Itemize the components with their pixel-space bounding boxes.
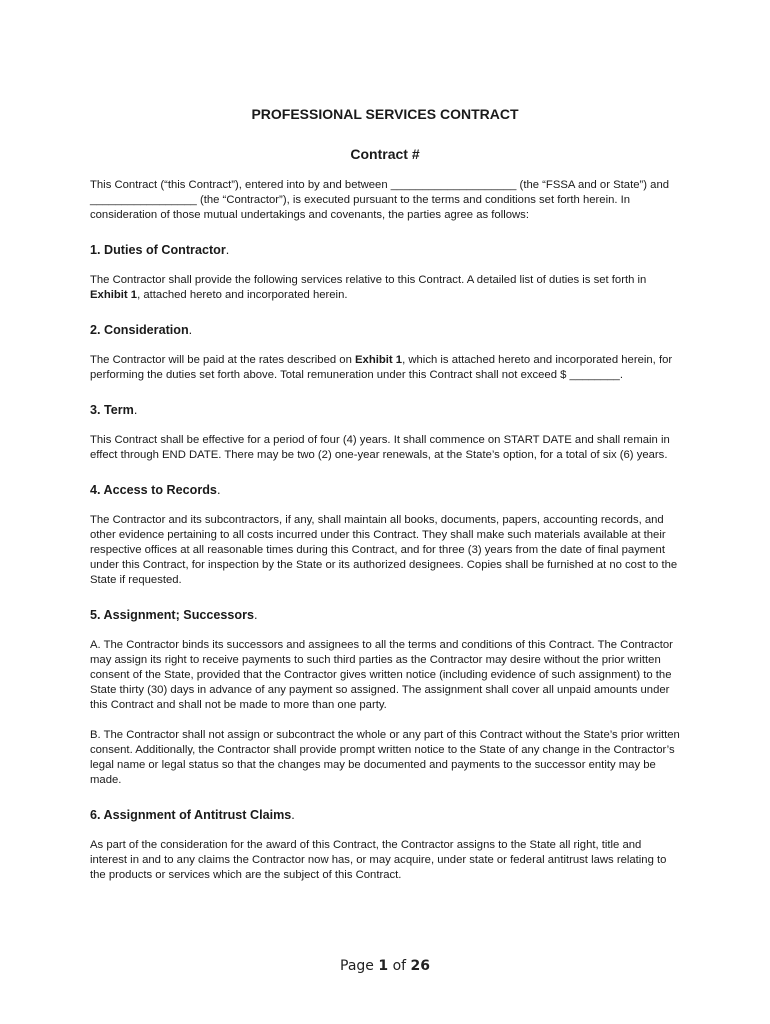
section-paragraph-assignment-a: A. The Contractor binds its successors and assignees to all the terms and conditions of this Contract. The Contractor may assign its right to receive payments to such third parties as the Contractor may desire without the prior written consent of the State, provided that the Contractor gives written notice (including evidence of such assignment) to the State thirty (30) days in advance of any payment so assigned. The assignment shall cover all unpaid amounts under this Contract and shall not be made to more than one party. [90, 639, 673, 711]
page-footer [0, 958, 770, 974]
section-paragraph-records: The Contractor and its subcontractors, if any, shall maintain all books, documents, papers, accounting records, and other evidence pertaining to all costs incurred under this Contract. They shall make such materials available at their respective offices at all reasonable times during this Contract, and for three (3) years from the date of final payment under this Contract, for inspection by the State or its authorized designees. Copies shall be furnished at no cost to the State if requested. [90, 514, 678, 586]
document-body [90, 106, 680, 883]
section-heading-duties: 1. Duties of Contractor. [90, 243, 230, 257]
section-paragraph-antitrust: As part of the consideration for the award of this Contract, the Contractor assigns to the State all right, title and interest in and to any claims the Contractor now has, or may acquire, under state or federal antitrust laws relating to the products or services which are the subject of this Contract. [90, 839, 667, 881]
section-heading-term: 3. Term. [90, 403, 138, 417]
exhibit-reference: Exhibit 1 [90, 289, 138, 301]
page-total: 26 [410, 958, 430, 974]
section-heading-consideration: 2. Consideration. [90, 323, 193, 337]
section-heading-records: 4. Access to Records. [90, 483, 221, 497]
section-paragraph-term: This Contract shall be effective for a period of four (4) years. It shall commence on START DATE and shall remain in effect through END DATE. There may be two (2) one-year renewals, at the State’s option, for a total of six (6) years. [90, 434, 670, 461]
section-paragraph-assignment-b: B. The Contractor shall not assign or subcontract the whole or any part of this Contract without the State’s prior written consent. Additionally, the Contractor shall provide prompt written notice to the State of any change in the Contractor’s legal name or legal status so that the changes may be documented and payments to the successor entity may be made. [90, 729, 680, 786]
section-heading-assignment: 5. Assignment; Successors. [90, 608, 258, 622]
section-paragraph-consideration: The Contractor will be paid at the rates described on Exhibit 1, which is attached hereto and incorporated herein, for performing the duties set forth above. Total remuneration under this Contract shall not exceed $ ________. [90, 354, 673, 381]
section-heading-antitrust: 6. Assignment of Antitrust Claims. [90, 808, 295, 822]
intro-paragraph: This Contract (“this Contract”), entered into by and between ____________________ (the “FSSA and or State”) and _________________ (the “Contractor”), is executed pursuant to the terms and conditions set forth herein. In consideration of those mutual undertakings and covenants, the parties agree as follows: [90, 179, 670, 221]
page-of-label: of [392, 958, 407, 974]
section-paragraph-duties: The Contractor shall provide the following services relative to this Contract. A detailed list of duties is set forth in Exhibit 1, attached hereto and incorporated herein. [90, 274, 647, 301]
page-current: 1 [378, 958, 389, 974]
contract-number: Contract # [350, 146, 420, 162]
exhibit-reference: Exhibit 1 [355, 354, 403, 366]
page-label: Page [340, 958, 374, 974]
contract-title: PROFESSIONAL SERVICES CONTRACT [251, 106, 519, 122]
